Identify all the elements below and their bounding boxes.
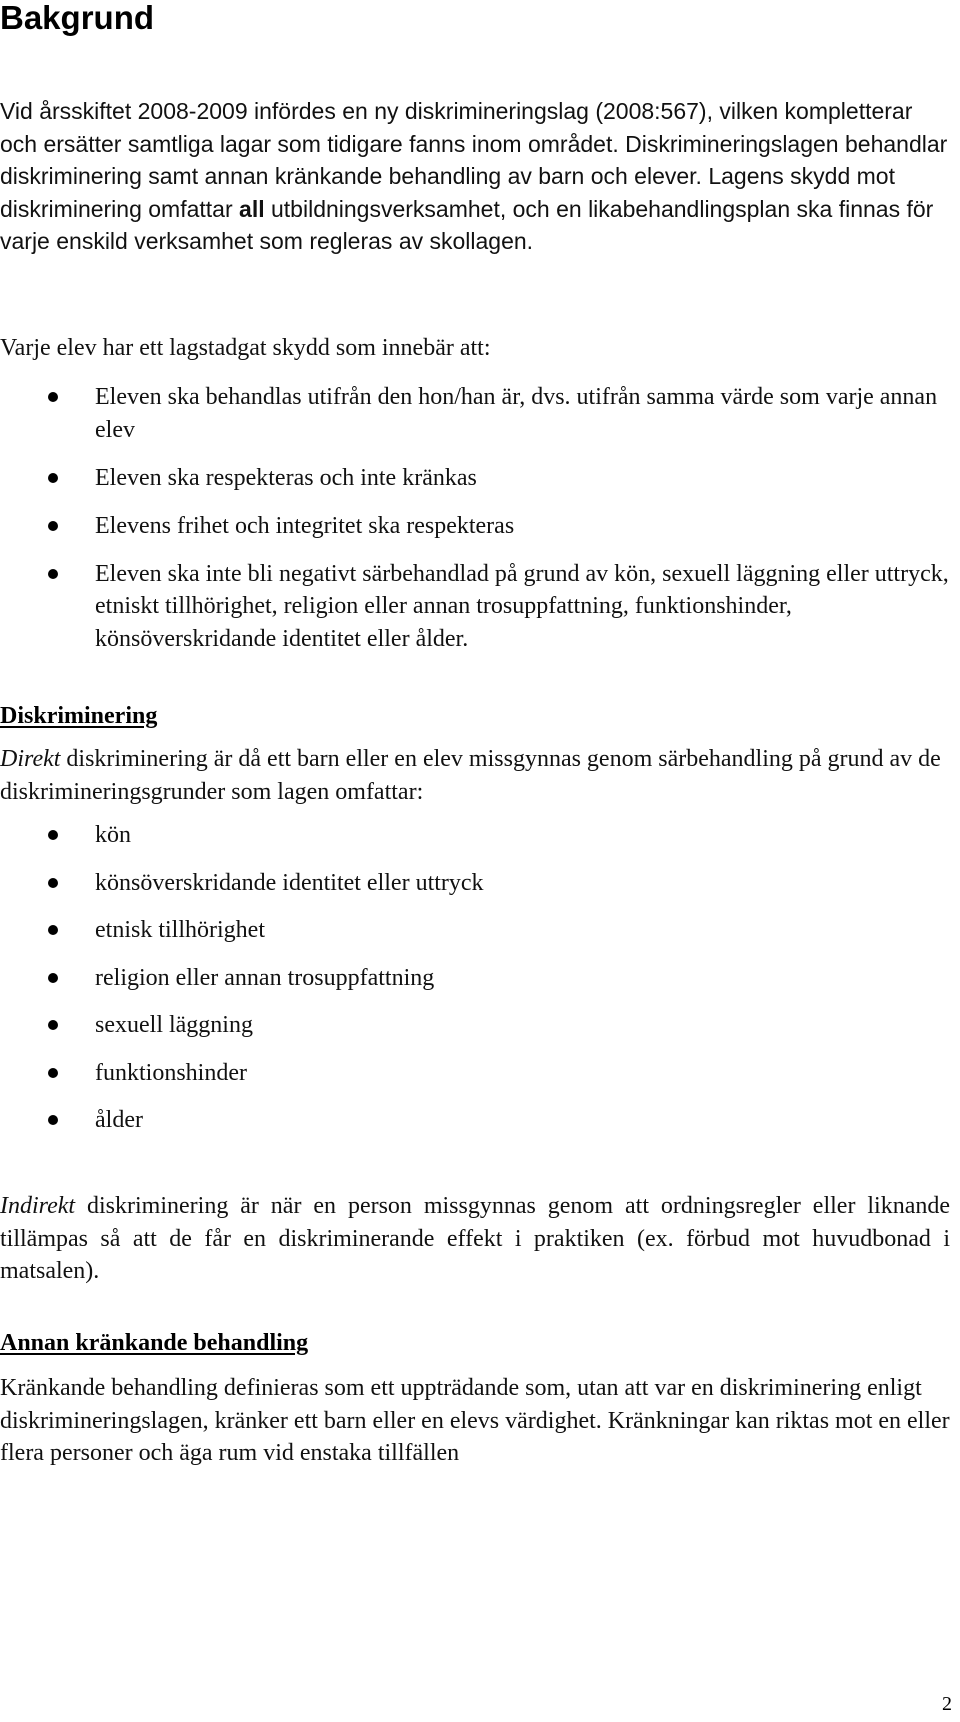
- grounds-list-item-text: kön: [95, 822, 131, 848]
- bullet-icon: [48, 878, 58, 888]
- indirect-term: Indirekt: [0, 1193, 76, 1219]
- grounds-list-item-text: funktionshinder: [95, 1059, 247, 1086]
- rights-lead: Varje elev har ett lagstadgat skydd som innebär att:: [0, 335, 491, 361]
- bullet-icon: [48, 830, 58, 840]
- bullet-icon: [48, 473, 58, 483]
- grounds-list: [0, 819, 950, 1152]
- rights-list-item: [0, 558, 950, 656]
- other-treatment-paragraph: Kränkande behandling definieras som ett uppträdande som, utan att var en diskriminering enligt diskrimineringslagen, kränker ett barn eller en elevs värdighet. Kränkningar kan riktas mot en eller flera personer och äga rum vid enstaka tillfällen: [0, 1375, 950, 1466]
- grounds-list-item-text: könsöverskridande identitet eller uttryck: [95, 869, 484, 896]
- grounds-list-item-text: religion eller annan trosuppfattning: [95, 964, 435, 991]
- intro-bold-word: all: [239, 195, 265, 222]
- intro-text-end: utbildningsverksamhet, och en likabehandlingsplan ska finnas för varje enskild verksamhet som regleras av skollagen.: [0, 195, 934, 254]
- grounds-list-item: [0, 1009, 950, 1042]
- bullet-icon: [48, 392, 58, 402]
- rights-list-item-text: Eleven ska respekteras och inte kränkas: [95, 464, 477, 491]
- section-heading-bakgrund: Bakgrund: [0, 0, 155, 36]
- bullet-icon: [48, 973, 58, 983]
- direct-term: Direkt: [0, 746, 61, 772]
- grounds-list-item: [0, 962, 950, 995]
- bullet-icon: [48, 925, 58, 935]
- rights-list-item: [0, 381, 950, 446]
- intro-text-start: Vid årsskiftet 2008-2009 infördes en ny diskrimineringslag (2008:567), vilken kompletterar och ersätter samtliga lagar som tidigare fanns inom området. Diskrimineringslagen behandlar diskriminering samt annan kränkande behandling av barn och elever. Lagens skydd mot diskriminering omfattar: [0, 98, 948, 222]
- rights-list-item-text: Eleven ska behandlas utifrån den hon/han är, dvs. utifrån samma värde som varje annan elev: [95, 384, 938, 443]
- bullet-icon: [48, 1068, 58, 1078]
- grounds-list-item: [0, 819, 950, 852]
- page-number: 2: [942, 1693, 952, 1715]
- bullet-icon: [48, 521, 58, 531]
- rights-list-item: [0, 510, 950, 543]
- grounds-list-item-text: etnisk tillhörighet: [95, 917, 265, 943]
- grounds-list-item-text: sexuell läggning: [95, 1012, 253, 1038]
- rights-list-item-text: Eleven ska inte bli negativt särbehandlad på grund av kön, sexuell läggning eller uttryck, etniskt tillhörighet, religion eller annan trosuppfattning, funktionshinder, könsöverskridande identitet eller ålder.: [95, 560, 949, 652]
- grounds-list-item: [0, 1104, 950, 1137]
- grounds-list-item-text: ålder: [95, 1107, 143, 1133]
- direct-text: diskriminering är då ett barn eller en elev missgynnas genom särbehandling på grund av de diskrimineringsgrunder som lagen omfattar:: [0, 746, 941, 805]
- indirect-discrimination-paragraph: [0, 1190, 950, 1288]
- heading-diskriminering: Diskriminering: [0, 703, 158, 729]
- grounds-list-item: [0, 867, 950, 900]
- bullet-icon: [48, 1020, 58, 1030]
- rights-list-item: [0, 462, 950, 495]
- intro-paragraph: [0, 95, 950, 258]
- indirect-text: diskriminering är när en person missgynnas genom att ordningsregler eller liknande tillämpas så att de får en diskriminerande effekt i praktiken (ex. förbud mot huvudbonad i matsalen).: [0, 1193, 950, 1284]
- rights-list: [0, 381, 950, 671]
- rights-list-item-text: Elevens frihet och integritet ska respekteras: [95, 512, 515, 539]
- grounds-list-item: [0, 1057, 950, 1090]
- bullet-icon: [48, 1115, 58, 1125]
- grounds-list-item: [0, 914, 950, 947]
- heading-annan-krankande-behandling: Annan kränkande behandling: [0, 1330, 309, 1356]
- direct-discrimination-paragraph: [0, 743, 950, 808]
- bullet-icon: [48, 569, 58, 579]
